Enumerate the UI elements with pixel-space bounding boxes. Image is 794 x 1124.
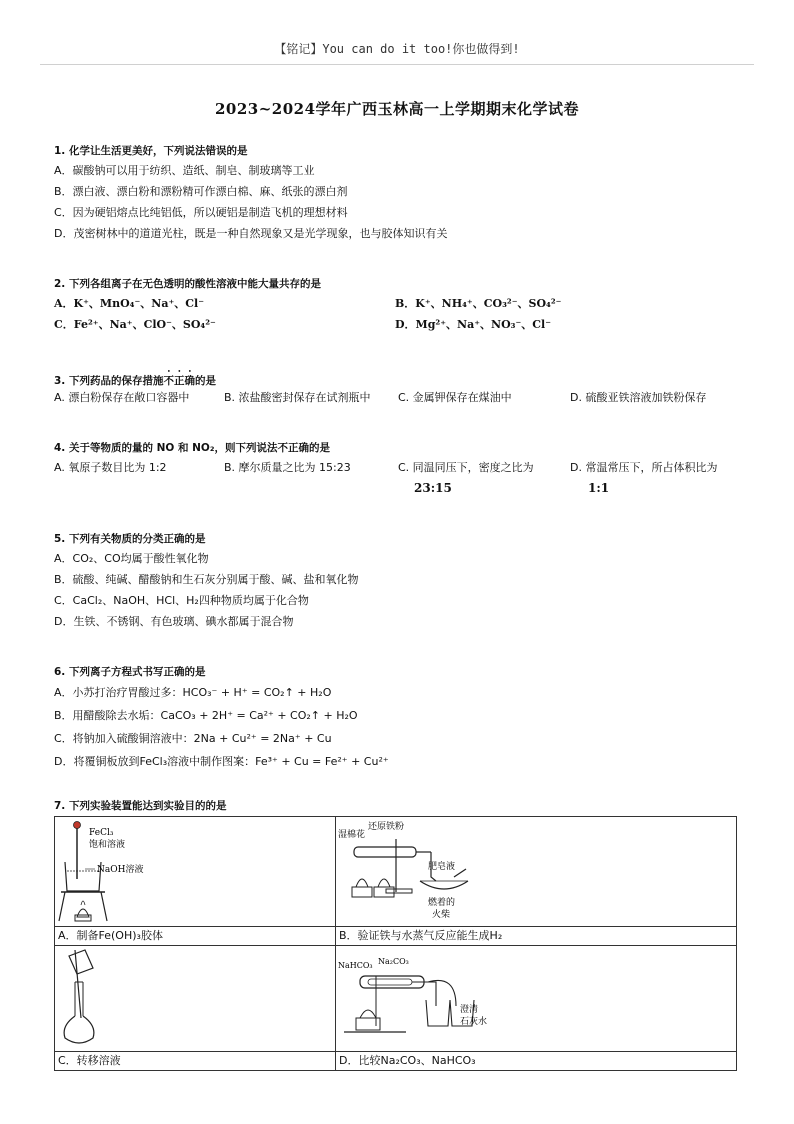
label-iron-powder: 还原铁粉: [368, 822, 405, 832]
transfer-solution-diagram: [55, 946, 335, 1048]
figure-b: [336, 817, 737, 927]
carbonate-comparison-diagram: [336, 946, 736, 1048]
question-7: [54, 797, 744, 815]
option-b[interactable]: B. 摩尔质量之比为 15:23: [224, 461, 351, 474]
colloid-apparatus-diagram: [55, 817, 335, 923]
header-divider: [40, 64, 754, 65]
option-c[interactable]: C. 金属钾保存在煤油中: [398, 391, 512, 404]
option-d-text: D. 常温常压下，所占体积比为: [570, 461, 718, 474]
caption-b[interactable]: B．验证铁与水蒸气反应能生成H₂: [336, 927, 737, 946]
label-wet-cotton: 湿棉花: [338, 830, 366, 840]
label-na2co3: Na₂CO₃: [378, 957, 409, 966]
option-c[interactable]: C．CaCl₂、NaOH、HCl、H₂四种物质均属于化合物: [54, 594, 309, 607]
caption-a[interactable]: A．制备Fe(OH)₃胶体: [55, 927, 336, 946]
caption-c[interactable]: C．转移溶液: [55, 1052, 336, 1071]
question-stem: 2. 下列各组离子在无色透明的酸性溶液中能大量共存的是: [54, 278, 321, 290]
option-d[interactable]: D．将覆铜板放到FeCl₃溶液中制作图案：Fe³⁺ + Cu = Fe²⁺ + Cu²⁺: [54, 755, 389, 768]
option-d[interactable]: D. 硫酸亚铁溶液加铁粉保存: [570, 391, 707, 404]
option-a[interactable]: A. 氧原子数目比为 1:2: [54, 461, 167, 474]
option-d[interactable]: D．Mg²⁺、Na⁺、NO₃⁻、Cl⁻: [395, 318, 552, 331]
option-b[interactable]: B. 浓盐酸密封保存在试剂瓶中: [224, 391, 371, 404]
option-c[interactable]: C．Fe²⁺、Na⁺、ClO⁻、SO₄²⁻: [54, 318, 216, 331]
figure-a: [55, 817, 336, 927]
option-b[interactable]: B．漂白液、漂白粉和漂粉精可作漂白棉、麻、纸张的漂白剂: [54, 185, 348, 198]
option-d[interactable]: D．茂密树林中的道道光柱，既是一种自然现象又是光学现象，也与胶体知识有关: [54, 227, 448, 240]
label-match: 火柴: [432, 910, 451, 920]
option-a[interactable]: A．小苏打治疗胃酸过多：HCO₃⁻ + H⁺ = CO₂↑ + H₂O: [54, 686, 332, 699]
option-c-text: C. 同温同压下，密度之比为: [398, 461, 534, 474]
question-stem: 1. 化学让生活更美好，下列说法错误的是: [54, 145, 248, 157]
stem-emphasis: 不正确: [163, 375, 195, 387]
figure-d: [336, 946, 737, 1052]
question-5: [54, 530, 744, 632]
option-b[interactable]: B．用醋酸除去水垢：CaCO₃ + 2H⁺ = Ca²⁺ + CO₂↑ + H₂O: [54, 709, 358, 722]
question-3: [54, 369, 744, 408]
label-saturated: 饱和溶液: [89, 840, 126, 850]
question-4: [54, 439, 744, 499]
question-stem: 6. 下列离子方程式书写正确的是: [54, 666, 206, 678]
option-b[interactable]: B．硫酸、纯碱、醋酸钠和生石灰分别属于酸、碱、盐和氧化物: [54, 573, 359, 586]
option-c[interactable]: C．将钠加入硫酸铜溶液中：2Na + Cu²⁺ = 2Na⁺ + Cu: [54, 732, 332, 745]
label-naoh: NaOH溶液: [97, 865, 144, 875]
label-burning: 燃着的: [428, 898, 456, 908]
option-c[interactable]: C．因为硬铝熔点比纯铝低，所以硬铝是制造飞机的理想材料: [54, 206, 348, 219]
option-a[interactable]: A．K⁺、MnO₄⁻、Na⁺、Cl⁻: [54, 297, 205, 310]
stem-post: 的是: [194, 375, 216, 387]
option-d-value: 1:1: [588, 481, 610, 495]
option-a[interactable]: A．碳酸钠可以用于纺织、造纸、制皂、制玻璃等工业: [54, 164, 315, 177]
label-fecl3: FeCl₃: [89, 828, 114, 838]
caption-d[interactable]: D．比较Na₂CO₃、NaHCO₃: [336, 1052, 737, 1071]
option-d[interactable]: [570, 457, 717, 499]
apparatus-table: [54, 816, 737, 1071]
question-2: [54, 275, 744, 335]
page-title: 2023~2024学年广西玉林高一上学期期末化学试卷: [214, 100, 580, 118]
figure-c: [55, 946, 336, 1052]
question-1: [54, 142, 744, 244]
stem-pre: 3. 下列药品的保存措施: [54, 375, 164, 387]
question-stem: [54, 369, 744, 387]
option-c[interactable]: [398, 457, 534, 499]
question-stem: 4. 关于等物质的量的 NO 和 NO₂，则下列说法不正确的是: [54, 442, 330, 454]
option-b[interactable]: B．K⁺、NH₄⁺、CO₃²⁻、SO₄²⁻: [395, 297, 562, 310]
label-clear: 澄清: [460, 1005, 479, 1015]
label-nahco3: NaHCO₃: [338, 961, 373, 970]
question-stem: 5. 下列有关物质的分类正确的是: [54, 533, 206, 545]
option-c-value: 23:15: [414, 481, 452, 495]
question-6: [54, 663, 744, 773]
option-a[interactable]: A. 漂白粉保存在敞口容器中: [54, 391, 190, 404]
option-a[interactable]: A．CO₂、CO均属于酸性氧化物: [54, 552, 209, 565]
label-soap-solution: 肥皂液: [428, 862, 456, 872]
question-stem: 7. 下列实验装置能达到实验目的的是: [54, 800, 227, 812]
page-header: 【铭记】You can do it too!你也做得到!: [274, 42, 520, 56]
label-limewater: 石灰水: [460, 1017, 488, 1027]
option-d[interactable]: D．生铁、不锈钢、有色玻璃、碘水都属于混合物: [54, 615, 294, 628]
iron-steam-apparatus-diagram: [336, 817, 736, 923]
